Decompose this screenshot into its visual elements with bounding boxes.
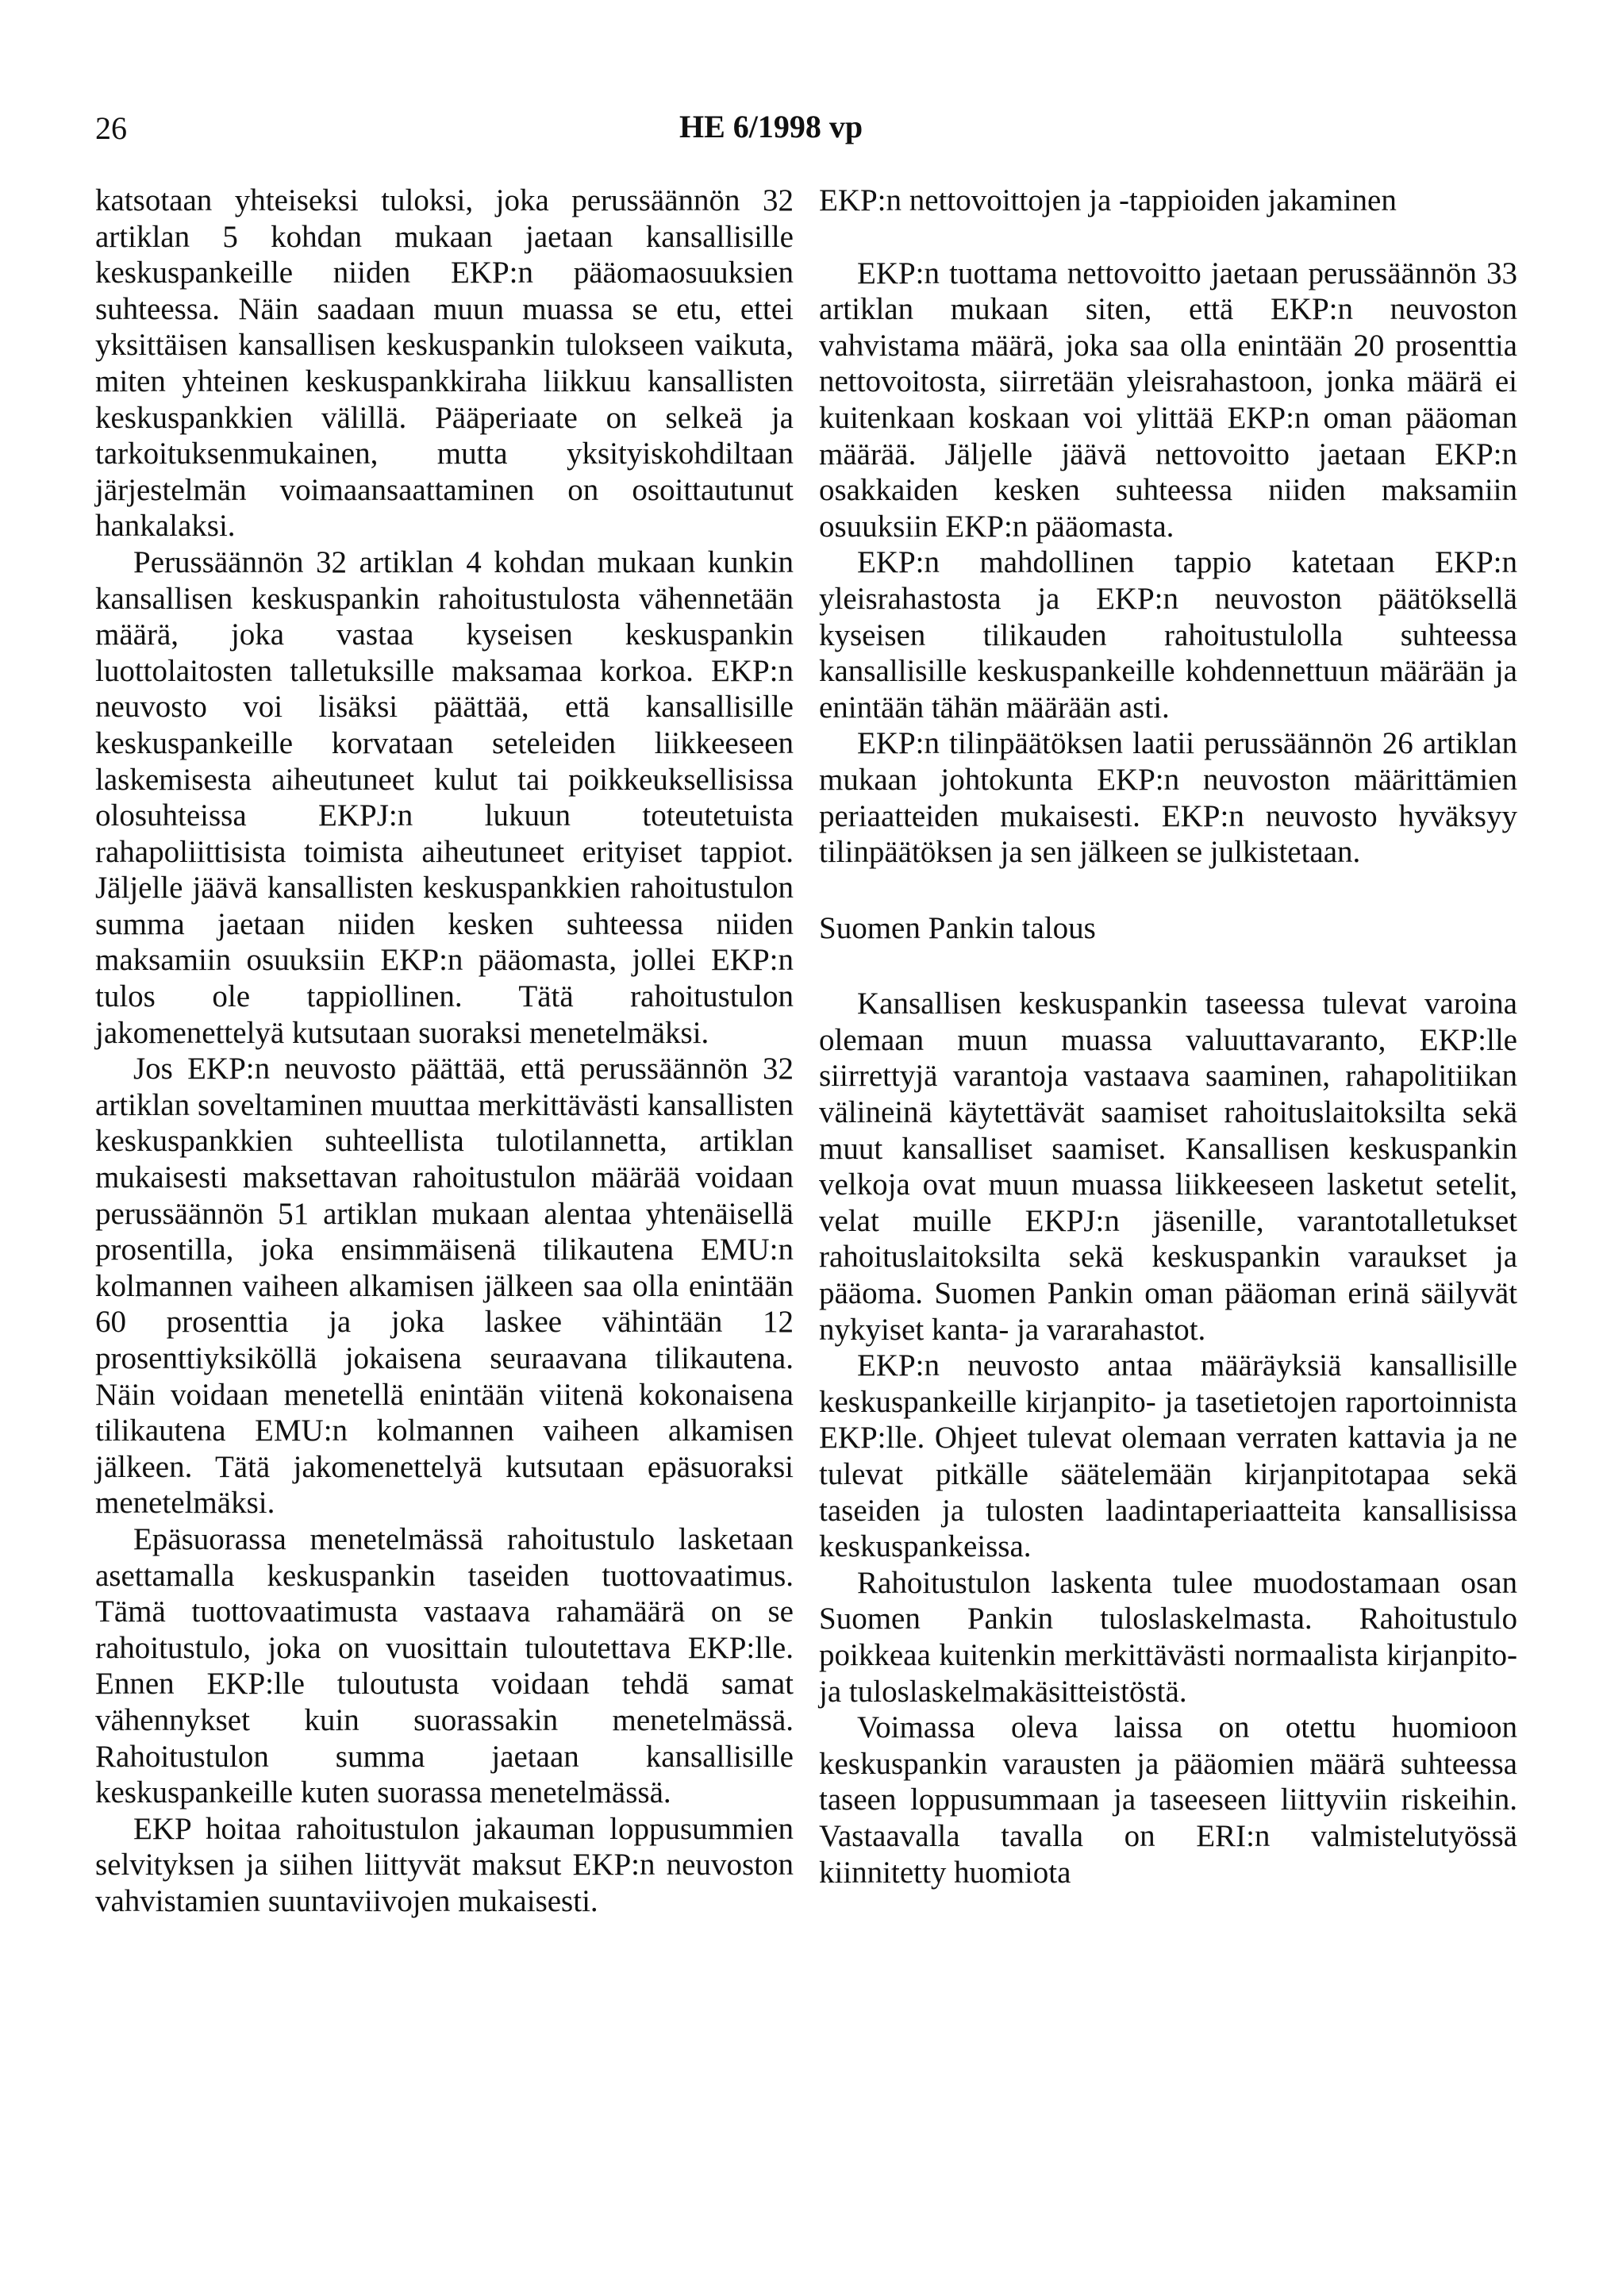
page-number: 26: [95, 110, 127, 146]
right-column: [819, 183, 1517, 1890]
paragraph: Epäsuorassa menetelmässä rahoitustulo lasketaan asettamalla keskuspankin taseiden tuottovaatimus. Tämä tuottovaatimusta vastaava rahamäärä on se rahoitustulo, joka on vuosittain tuloutettava EKP:lle. Ennen EKP:lle tuloutusta voidaan tehdä samat vähennykset kuin suorassakin menetelmässä. Rahoitustulon summa jaetaan kansallisille keskuspankeille kuten suorassa menetelmässä.: [95, 1521, 794, 1810]
paragraph: EKP hoitaa rahoitustulon jakauman loppusummien selvityksen ja siihen liittyvät maksut EKP:n neuvoston vahvistamien suuntaviivojen mukaisesti.: [95, 1811, 794, 1918]
paragraph: EKP:n tilinpäätöksen laatii perussäännön 26 artiklan mukaan johtokunta EKP:n neuvoston määrittämien periaatteiden mukaisesti. EKP:n neuvosto hyväksyy tilinpäätöksen ja sen jälkeen se julkistetaan.: [819, 726, 1517, 870]
section-heading: Suomen Pankin talous: [819, 910, 1096, 945]
paragraph: EKP:n tuottama nettovoitto jaetaan perussäännön 33 artiklan mukaan siten, että EKP:n neuvoston vahvistama määrä, joka saa olla enintään 20 prosenttia nettovoitosta, siirretään yleisrahastoon, jonka määrä ei kuitenkaan koskaan voi ylittää EKP:n oman pääoman määrää. Jäljelle jäävä nettovoitto jaetaan EKP:n osakkaiden kesken suhteessa niiden maksamiin osuuksiin EKP:n pääomasta.: [819, 256, 1517, 544]
section-heading: EKP:n nettovoittojen ja -tappioiden jakaminen: [819, 183, 1397, 217]
paragraph: EKP:n mahdollinen tappio katetaan EKP:n yleisrahastosta ja EKP:n neuvoston päätöksellä kyseisen tilikauden rahoitustulolla suhteessa kansallisille keskuspankeille kohdennettuun määrään ja enintään tähän määrään asti.: [819, 545, 1517, 725]
document-id-header: HE 6/1998 vp: [679, 109, 863, 144]
paragraph: Rahoitustulon laskenta tulee muodostamaan osan Suomen Pankin tuloslaskelmasta. Rahoitustulo poikkeaa kuitenkin merkittävästi normaalista kirjanpito- ja tuloslaskelmakäsitteistöstä.: [819, 1565, 1517, 1709]
paragraph: Voimassa oleva laissa on otettu huomioon keskuspankin varausten ja pääomien määrä suhteessa taseen loppusummaan ja taseeseen liittyviin riskeihin. Vastaavalla tavalla on ERI:n valmistelutyössä kiinnitetty huomiota: [819, 1710, 1517, 1890]
paragraph: EKP:n neuvosto antaa määräyksiä kansallisille keskuspankeille kirjanpito- ja tasetietojen raportoinnista EKP:lle. Ohjeet tulevat olemaan verraten kattavia ja ne tulevat pitkälle säätelemään kirjanpitotapaa sekä taseiden ja tulosten laadintaperiaatteita kansallisissa keskuspankeissa.: [819, 1348, 1517, 1564]
paragraph: Kansallisen keskuspankin taseessa tulevat varoina olemaan muun muassa valuuttavaranto, EKP:lle siirrettyjä varantoja vastaava saaminen, rahapolitiikan välineinä käytettävät saamiset rahoituslaitoksilta sekä muut kansalliset saamiset. Kansallisen keskuspankin velkoja ovat muun muassa liikkeeseen lasketut setelit, velat muille EKPJ:n jäsenille, varantotalletukset rahoituslaitoksilta sekä keskuspankin varaukset ja pääoma. Suomen Pankin oman pääoman erinä säilyvät nykyiset kanta- ja vararahastot.: [819, 986, 1517, 1347]
paragraph: Jos EKP:n neuvosto päättää, että perussäännön 32 artiklan soveltaminen muuttaa merkittävästi kansallisten keskuspankkien suhteellista tulotilannetta, artiklan mukaisesti maksettavan rahoitustulon määrää voidaan perussäännön 51 artiklan mukaan alentaa yhtenäisellä prosentilla, joka ensimmäisenä tilikautena EMU:n kolmannen vaiheen alkamisen jälkeen saa olla enintään 60 prosenttia ja joka laskee vähintään 12 prosenttiyksiköllä jokaisena seuraavana tilikautena. Näin voidaan menetellä enintään viitenä kokonaisena tilikautena EMU:n kolmannen vaiheen alkamisen jälkeen. Tätä jakomenettelyä kutsutaan epäsuoraksi menetelmäksi.: [95, 1052, 794, 1521]
paragraph: Perussäännön 32 artiklan 4 kohdan mukaan kunkin kansallisen keskuspankin rahoitustulosta vähennetään määrä, joka vastaa kyseisen keskuspankin luottolaitosten talletuksille maksamaa korkoa. EKP:n neuvosto voi lisäksi päättää, että kansallisille keskuspankeille korvataan seteleiden liikkeeseen laskemisesta aiheutuneet kulut tai poikkeuksellisissa olosuhteissa EKPJ:n lukuun toteutetuista rahapoliittisista toimista aiheutuneet erityiset tappiot. Jäljelle jäävä kansallisten keskuspankkien rahoitustulon summa jaetaan niiden kesken suhteessa niiden maksamiin osuuksiin EKP:n pääomasta, jollei EKP:n tulos ole tappiollinen. Tätä rahoitustulon jakomenettelyä kutsutaan suoraksi menetelmäksi.: [95, 544, 794, 1050]
left-column: [95, 183, 794, 1920]
paragraph: katsotaan yhteiseksi tuloksi, joka perussäännön 32 artiklan 5 kohdan mukaan jaetaan kansallisille keskuspankeille niiden EKP:n pääomaosuuksien suhteessa. Näin saadaan muun muassa se etu, ettei yksittäisen kansallisen keskuspankin tulokseen vaikuta, miten yhteinen keskuspankkiraha liikkuu kansallisten keskuspankkien välillä. Pääperiaate on selkeä ja tarkoituksenmukainen, mutta yksityiskohdiltaan järjestelmän voimaansaattaminen on osoittautunut hankalaksi.: [95, 183, 794, 544]
